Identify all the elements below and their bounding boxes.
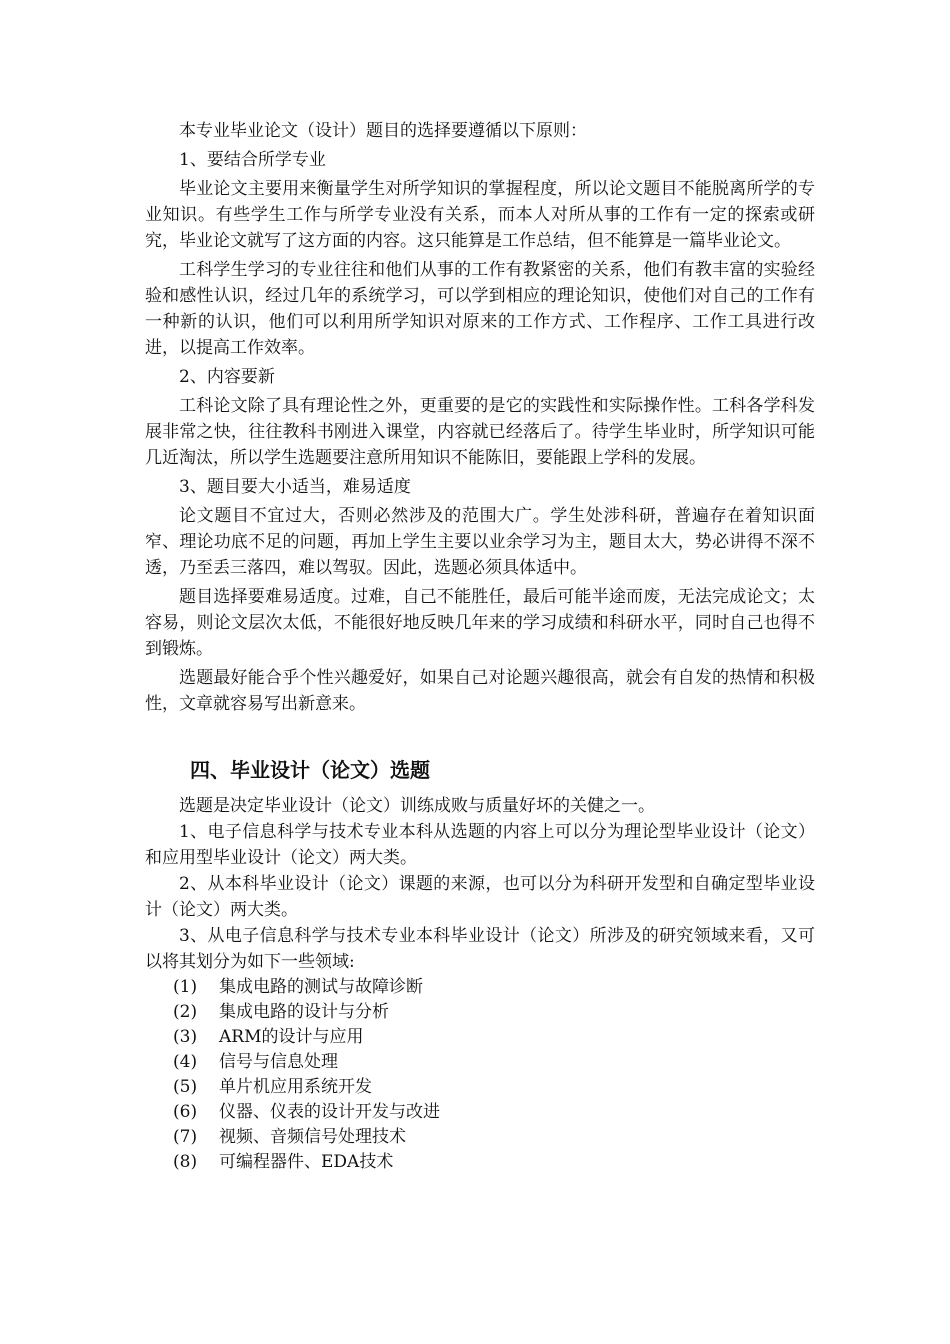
principle-3-paragraph-2: 题目选择要难易适度。过难，自己不能胜任，最后可能半途而废，无法完成论文；太容易，则论文层次太低，不能很好地反映几年来的学习成绩和科研水平，同时自己也得不到锻炼。 [145, 587, 815, 659]
principle-3-paragraph-1: 论文题目不宜过大，否则必然涉及的范围大广。学生处涉科研，普遍存在着知识面窄、理论功底不足的问题，再加上学生主要以业余学习为主，题目太大，势必讲得不深不透，乃至丢三落四，难以驾驭。因此，选题必须具体适中。 [145, 506, 815, 578]
principle-1-paragraph-2: 工科学生学习的专业往往和他们从事的工作有教紧密的关系，他们有教丰富的实验经验和感性认识，经过几年的系统学习，可以学到相应的理论知识，使他们对自己的工作有一种新的认识，他们可以利用所学知识对原来的工作方式、工作程序、工作工具进行改进，以提高工作效率。 [145, 260, 815, 358]
list-item [145, 1000, 815, 1025]
principle-1-paragraph-1: 毕业论文主要用来衡量学生对所学知识的掌握程度，所以论文题目不能脱离所学的专业知识。有些学生工作与所学专业没有关系，而本人对所从事的工作有一定的探索或研究，毕业论文就写了这方面的内容。这只能算是工作总结，但不能算是一篇毕业论文。 [145, 179, 815, 251]
list-item-number: (2) [173, 1002, 198, 1022]
topic-paragraph-2: 1、电子信息科学与技术专业本科从选题的内容上可以分为理论型毕业设计（论文）和应用型毕业设计（论文）两大类。 [145, 822, 815, 868]
principle-3-title: 3、题目要大小适当，难易适度 [179, 477, 411, 497]
list-item [145, 1025, 815, 1050]
list-item-text: 集成电路的测试与故障诊断 [219, 977, 423, 997]
list-item-number: (5) [173, 1077, 198, 1097]
list-item-number: (1) [173, 977, 198, 997]
document-page [145, 118, 815, 1175]
principle-2-title: 2、内容要新 [179, 367, 275, 387]
list-item-text: 视频、音频信号处理技术 [219, 1127, 406, 1147]
topic-paragraph-4: 3、从电子信息科学与技术专业本科毕业设计（论文）所涉及的研究领域来看，又可以将其划分为如下一些领域: [145, 926, 815, 972]
list-item [145, 1150, 815, 1175]
principle-1-title: 1、要结合所学专业 [179, 150, 326, 170]
list-item-number: (7) [173, 1127, 198, 1147]
list-item-text: ARM的设计与应用 [219, 1027, 364, 1047]
list-item [145, 1100, 815, 1125]
list-item-number: (3) [173, 1027, 198, 1047]
list-item-number: (8) [173, 1152, 198, 1172]
list-item [145, 1075, 815, 1100]
principles-intro: 本专业毕业论文（设计）题目的选择要遵循以下原则： [179, 121, 587, 141]
list-item [145, 975, 815, 1000]
list-item-text: 单片机应用系统开发 [219, 1077, 372, 1097]
list-item [145, 1125, 815, 1150]
principle-2-paragraph-1: 工科论文除了具有理论性之外，更重要的是它的实践性和实际操作性。工科各学科发展非常之快，往往教科书刚进入课堂，内容就已经落后了。待学生毕业时，所学知识可能几近淘汰，所以学生选题要注意所用知识不能陈旧，要能跟上学科的发展。 [145, 396, 815, 468]
list-item-text: 仪器、仪表的设计开发与改进 [219, 1102, 440, 1122]
topic-paragraph-1: 选题是决定毕业设计（论文）训练成败与质量好坏的关健之一。 [179, 796, 655, 816]
list-item [145, 1050, 815, 1075]
principle-3-paragraph-3: 选题最好能合乎个性兴趣爱好，如果自己对论题兴趣很高，就会有自发的热情和积极性，文章就容易写出新意来。 [145, 668, 815, 714]
list-item-text: 集成电路的设计与分析 [219, 1002, 389, 1022]
topic-paragraph-3: 2、从本科毕业设计（论文）课题的来源，也可以分为科研开发型和自确定型毕业设计（论文）两大类。 [145, 874, 815, 920]
research-area-list [145, 975, 815, 1175]
list-item-text: 可编程器件、EDA技术 [219, 1152, 394, 1172]
list-item-number: (4) [173, 1052, 198, 1072]
list-item-text: 信号与信息处理 [219, 1052, 338, 1072]
list-item-number: (6) [173, 1102, 198, 1122]
section-heading: 四、毕业设计（论文）选题 [190, 758, 430, 782]
